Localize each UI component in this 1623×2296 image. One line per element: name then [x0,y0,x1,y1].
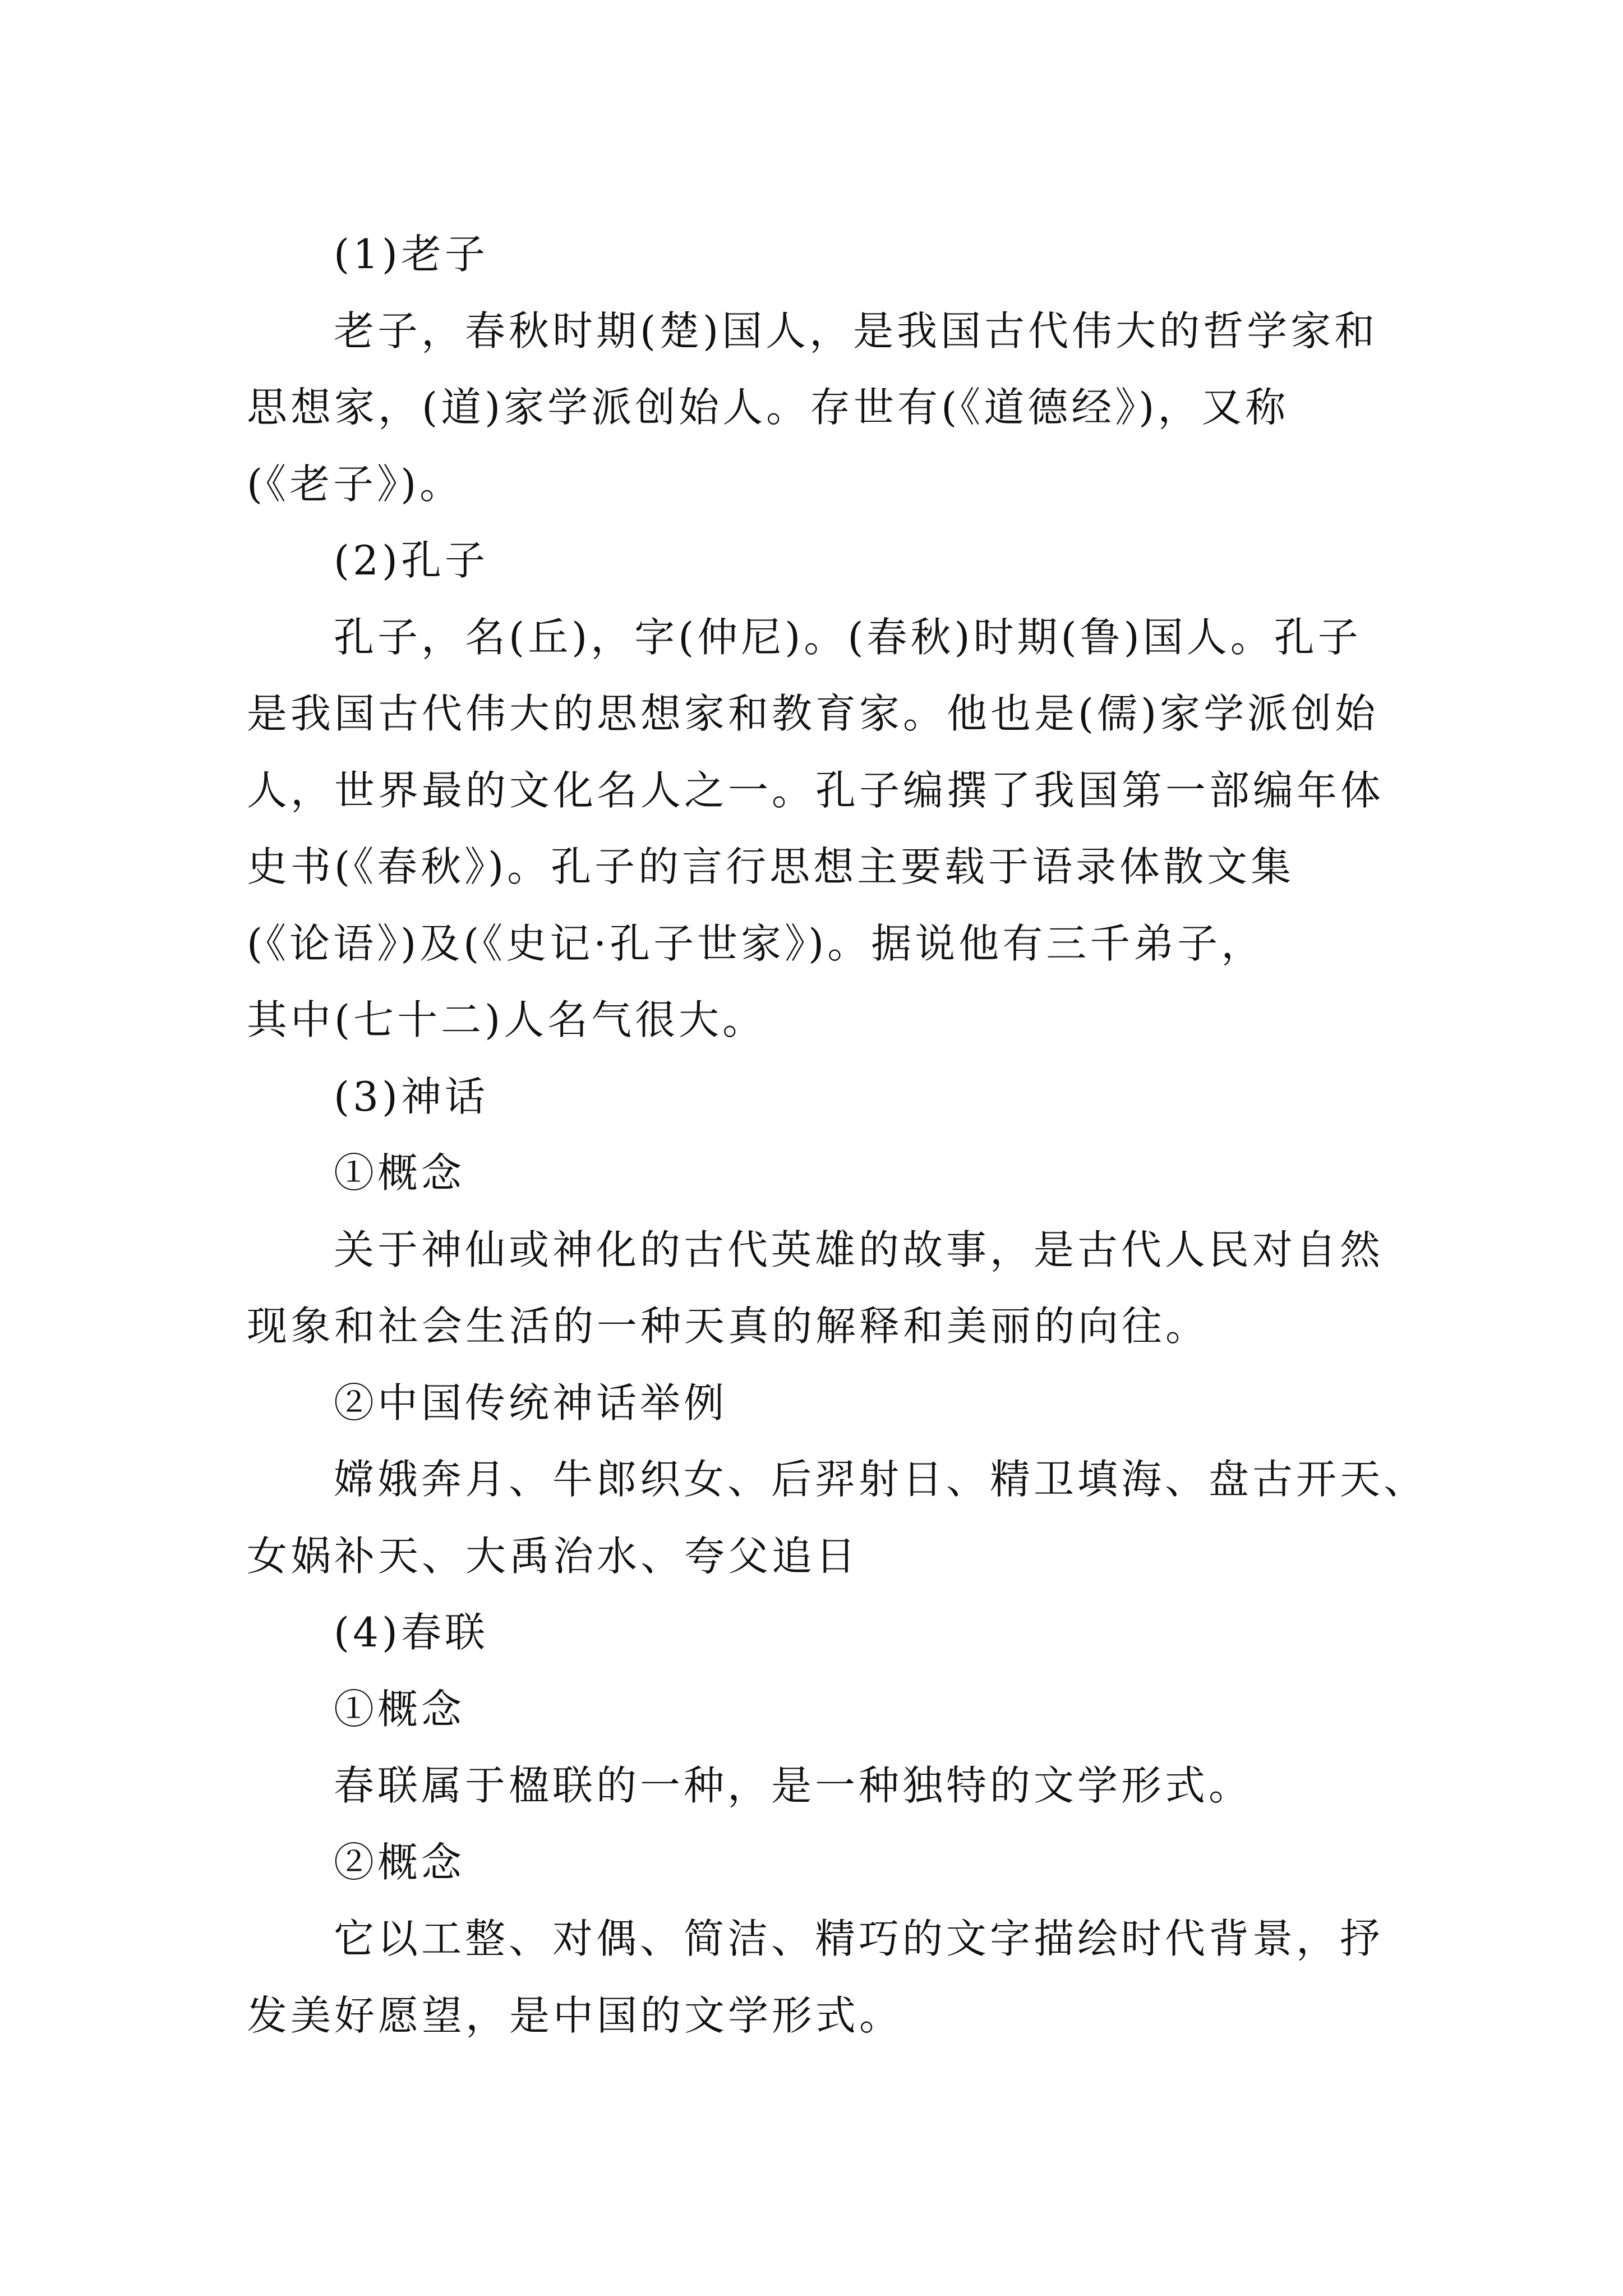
paragraph-kongzi-line-2: 是我国古代伟大的思想家和教育家。他也是(儒)家学派创始 [247,690,1379,737]
subheading-myth-examples: ②中国传统神话举例 [334,1379,728,1427]
paragraph-myth-examples-line-1: 嫦娥奔月、牛郎织女、后羿射日、精卫填海、盘古开天、 [334,1456,1428,1503]
document-body [247,216,1428,2054]
paragraph-couplets-line-2: 它以工整、对偶、简洁、精巧的文字描绘时代背景，抒 [334,1915,1384,1962]
paragraph-laozi-line-2: 思想家，(道)家学派创始人。存世有(《道德经》)，又称 [247,384,1289,431]
paragraph-laozi-line-1: 老子，春秋时期(楚)国人，是我国古代伟大的哲学家和 [334,307,1378,355]
heading-laozi: (1)老子 [334,231,488,278]
paragraph-laozi-line-3: (《老子》)。 [247,460,464,508]
heading-spring-couplets: (4)春联 [334,1609,488,1656]
paragraph-couplets-line-3: 发美好愿望，是中国的文学形式。 [247,1991,903,2039]
paragraph-kongzi-line-4: 史书(《春秋》)。孔子的言行思想主要载于语录体散文集 [247,843,1295,890]
paragraph-kongzi-line-1: 孔子，名(丘)，字(仲尼)。(春秋)时期(鲁)国人。孔子 [334,613,1362,661]
heading-kongzi: (2)孔子 [334,537,488,584]
paragraph-kongzi-line-5: (《论语》)及(《史记·孔子世家》)。据说他有三千弟子， [247,919,1265,967]
paragraph-kongzi-line-3: 人，世界最的文化名人之一。孔子编撰了我国第一部编年体 [247,766,1385,814]
paragraph-kongzi-line-6: 其中(七十二)人名气很大。 [247,996,767,1043]
heading-myth: (3)神话 [334,1073,488,1120]
paragraph-couplets-line-1: 春联属于楹联的一种，是一种独特的文学形式。 [334,1762,1253,1809]
subheading-myth-concept: ①概念 [334,1149,465,1197]
paragraph-myth-line-2: 现象和社会生活的一种天真的解释和美丽的向往。 [247,1303,1210,1350]
paragraph-myth-examples-line-2: 女娲补天、大禹治水、夸父追日 [247,1532,860,1580]
subheading-couplets-concept-2: ②概念 [334,1838,465,1886]
paragraph-myth-line-1: 关于神仙或神化的古代英雄的故事，是古代人民对自然 [334,1226,1384,1273]
subheading-couplets-concept-1: ①概念 [334,1685,465,1733]
